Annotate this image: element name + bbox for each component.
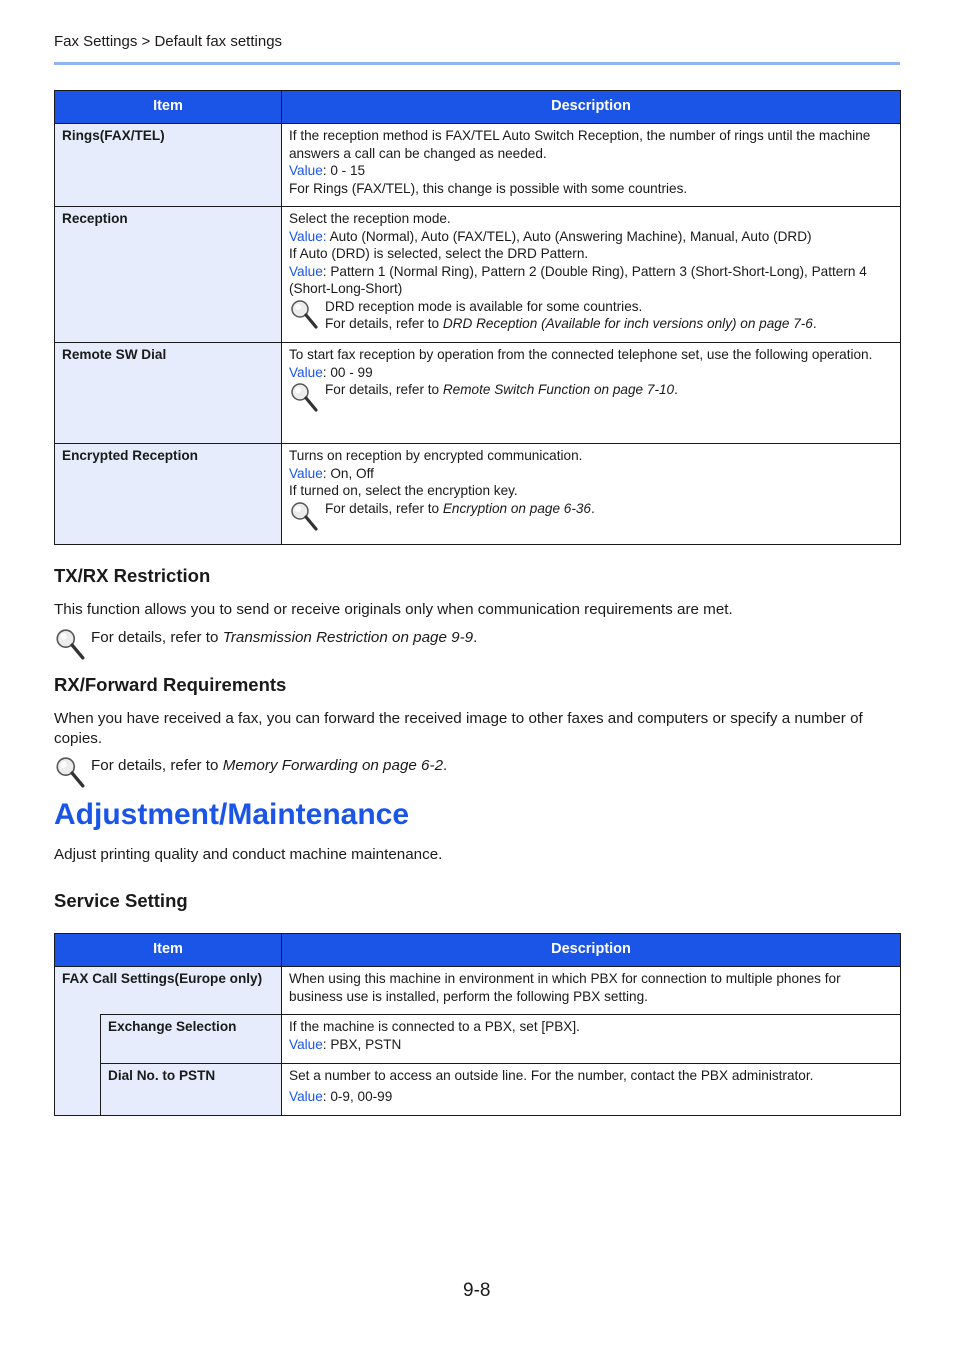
reference-note [289, 500, 893, 530]
reference-note [289, 381, 893, 411]
section-heading-rx-forward: RX/Forward Requirements [54, 674, 287, 695]
txrx-body-text: This function allows you to send or receive originals only when communication requirements are met. [54, 601, 733, 618]
reference-note [54, 629, 900, 663]
item-cell: Encrypted Reception [55, 444, 282, 545]
value-label: Value [289, 263, 323, 279]
note-prefix: For details, refer to [91, 629, 223, 646]
reference-link[interactable]: DRD Reception (Available for inch versions only) on page 7-6 [442, 316, 813, 331]
sub-item-cell: Dial No. to PSTN [101, 1064, 282, 1116]
reference-note [289, 298, 893, 333]
value-text: : On, Off [322, 465, 374, 481]
rxfwd-body-text: When you have received a fax, you can forward the received image to other faxes and computers or specify a number of copies. [54, 710, 863, 747]
section-heading-txrx-restriction: TX/RX Restriction [54, 565, 211, 586]
magnifier-icon [289, 381, 319, 413]
table-row [55, 124, 901, 207]
description-text: If Auto (DRD) is selected, select the DRD Pattern. [289, 246, 589, 261]
fax-settings-table [54, 90, 901, 545]
column-header-item: Item [55, 934, 282, 967]
note-prefix: For details, refer to [325, 316, 443, 331]
description-cell: When using this machine in environment in which PBX for connection to multiple phones for business use is installed, perform the following PBX setting. [282, 967, 901, 1015]
description-text: If the reception method is FAX/TEL Auto Switch Reception, the number of rings until the machine answers a call can be changed as needed. [289, 128, 871, 161]
value-text: : PBX, PSTN [322, 1036, 402, 1052]
description-text: If turned on, select the encryption key. [289, 483, 518, 498]
column-header-description: Description [282, 91, 901, 124]
sub-item-cell: Exchange Selection [101, 1015, 282, 1064]
value-label: Value [289, 465, 323, 481]
table-row [55, 343, 901, 444]
item-cell: FAX Call Settings(Europe only) [55, 967, 282, 1015]
description-cell [282, 343, 901, 444]
note-reference [91, 757, 447, 774]
value-label: Value [289, 1036, 323, 1052]
item-cell: Rings(FAX/TEL) [55, 124, 282, 207]
table-row [55, 1015, 901, 1064]
note-suffix: . [473, 629, 478, 646]
value-line [289, 465, 893, 483]
description-cell [282, 207, 901, 343]
value-text: : 00 - 99 [322, 364, 373, 380]
service-setting-table [54, 933, 901, 1116]
value-line [289, 1036, 893, 1054]
table-header-row [55, 91, 901, 124]
note-reference [325, 500, 893, 518]
note-text: DRD reception mode is available for some countries. [325, 298, 643, 314]
page-title: Adjustment/Maintenance [54, 798, 410, 831]
reference-link[interactable]: Remote Switch Function on page 7-10 [442, 382, 675, 397]
reference-link[interactable]: Memory Forwarding on page 6-2 [222, 757, 444, 774]
value-text: : 0 - 15 [322, 163, 366, 178]
item-cell: Remote SW Dial [55, 343, 282, 444]
note-reference [325, 381, 893, 399]
table-header-row [55, 934, 901, 967]
magnifier-icon [54, 627, 86, 661]
description-text: To start fax reception by operation from the connected telephone set, use the following operation. [289, 347, 873, 362]
reference-link[interactable]: Encryption on page 6-36 [442, 500, 591, 516]
reference-link[interactable]: Transmission Restriction on page 9-9 [222, 629, 474, 646]
description-text: Turns on reception by encrypted communication. [289, 448, 583, 463]
value-line [289, 228, 893, 246]
description-cell [282, 124, 901, 207]
description-text: Select the reception mode. [289, 211, 451, 226]
section-heading-service-setting: Service Setting [54, 890, 188, 911]
magnifier-icon [289, 298, 319, 330]
note-suffix: . [590, 500, 595, 516]
note-reference [325, 315, 893, 333]
column-header-description: Description [282, 934, 901, 967]
table-row [55, 967, 901, 1015]
reference-note [54, 757, 900, 791]
value-label: Value: [289, 228, 327, 244]
page-number: 9-8 [463, 1280, 491, 1301]
indent-cell [55, 1015, 101, 1116]
table-row [55, 1064, 901, 1116]
value-label: Value [289, 163, 323, 178]
table-row [55, 207, 901, 343]
note-prefix: For details, refer to [325, 382, 443, 397]
description-text: Set a number to access an outside line. For the number, contact the PBX administrator. [289, 1068, 814, 1083]
value-line [289, 364, 893, 382]
description-cell [282, 1015, 901, 1064]
description-text: For Rings (FAX/TEL), this change is possible with some countries. [289, 180, 688, 196]
description-cell [282, 1064, 901, 1116]
note-reference [91, 629, 477, 646]
column-header-item: Item [55, 91, 282, 124]
note-prefix: For details, refer to [325, 500, 443, 516]
value-line [289, 263, 893, 298]
table-row [55, 444, 901, 545]
description-text: If the machine is connected to a PBX, set [PBX]. [289, 1019, 580, 1034]
value-line [289, 162, 893, 180]
adjust-intro-text: Adjust printing quality and conduct machine maintenance. [54, 846, 443, 863]
breadcrumb: Fax Settings > Default fax settings [54, 33, 283, 50]
magnifier-icon [289, 500, 319, 532]
value-text: Auto (Normal), Auto (FAX/TEL), Auto (Answering Machine), Manual, Auto (DRD) [326, 228, 812, 244]
value-label: Value [289, 1088, 323, 1104]
value-label: Value [289, 364, 323, 380]
note-suffix: . [674, 382, 678, 397]
note-suffix: . [443, 757, 448, 774]
item-cell: Reception [55, 207, 282, 343]
value-text: : 0-9, 00-99 [322, 1088, 393, 1104]
header-divider [54, 62, 900, 65]
value-text: : Pattern 1 (Normal Ring), Pattern 2 (Double Ring), Pattern 3 (Short-Short-Long), Pattern 4 (Short-Long-Short) [289, 263, 867, 296]
note-prefix: For details, refer to [91, 757, 223, 774]
description-cell [282, 444, 901, 545]
magnifier-icon [54, 755, 86, 789]
value-line [289, 1088, 893, 1106]
note-suffix: . [812, 316, 817, 331]
